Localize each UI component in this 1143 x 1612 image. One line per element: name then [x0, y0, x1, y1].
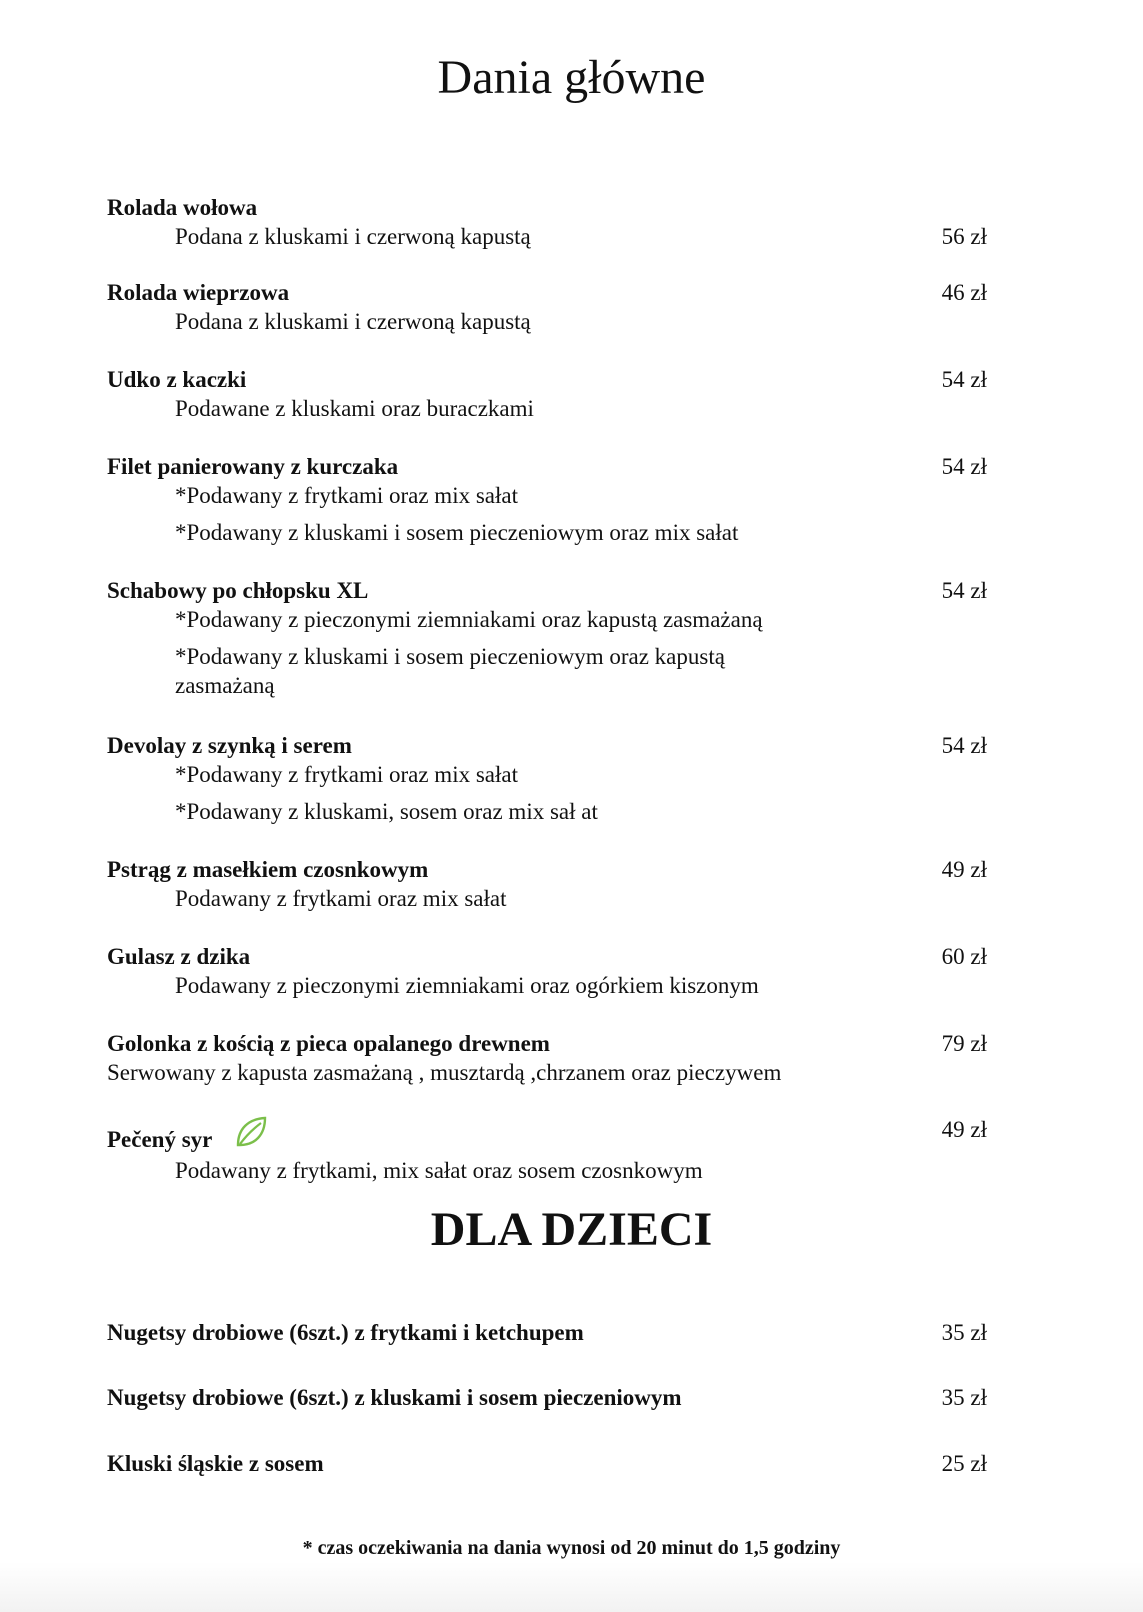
item-price: 54 zł — [941, 454, 987, 479]
kids-menu-item — [107, 1383, 987, 1412]
item-description: *Podawany z kluskami i sosem pieczeniowym oraz kapustą zasmażaną — [175, 644, 725, 698]
item-description: Podawany z pieczonymi ziemniakami oraz ogórkiem kiszonym — [175, 973, 759, 998]
item-name: Devolay z szynką i serem — [107, 733, 352, 758]
item-name: Nugetsy drobiowe (6szt.) z frytkami i ketchupem — [107, 1320, 584, 1345]
item-price: 49 zł — [941, 857, 987, 882]
item-price: 56 zł — [941, 224, 987, 249]
menu-item — [107, 365, 987, 423]
menu-item — [107, 452, 987, 547]
item-price: 79 zł — [941, 1031, 987, 1056]
item-name: Schabowy po chłopsku XL — [107, 578, 369, 603]
menu-item — [107, 278, 987, 336]
kids-menu-item — [107, 1449, 987, 1478]
item-description: Podawany z frytkami oraz mix sałat — [175, 886, 507, 911]
item-price: 54 zł — [941, 578, 987, 603]
item-description: *Podawany z frytkami oraz mix sałat — [175, 483, 518, 508]
item-name: Udko z kaczki — [107, 367, 247, 392]
page-title: Dania główne — [437, 51, 706, 104]
item-name: Nugetsy drobiowe (6szt.) z kluskami i sosem pieczeniowym — [107, 1385, 682, 1410]
kids-menu-item — [107, 1318, 987, 1347]
menu-item — [107, 855, 987, 913]
item-price: 54 zł — [941, 733, 987, 758]
menu-item — [107, 942, 987, 1000]
item-price: 46 zł — [941, 280, 987, 305]
item-name: Gulasz z dzika — [107, 944, 251, 969]
menu-item — [107, 1115, 987, 1185]
page-bottom-shade — [0, 1562, 1143, 1612]
item-description: Podawany z frytkami, mix sałat oraz sosem czosnkowym — [175, 1158, 703, 1183]
menu-item — [107, 731, 987, 826]
item-description: *Podawany z frytkami oraz mix sałat — [175, 762, 518, 787]
item-name: Golonka z kością z pieca opalanego drewnem — [107, 1031, 550, 1056]
item-description: Serwowany z kapusta zasmażaną , musztardą ,chrzanem oraz pieczywem — [107, 1060, 782, 1085]
item-name: Kluski śląskie z sosem — [107, 1451, 324, 1476]
waiting-time-note: * czas oczekiwania na dania wynosi od 20 minut do 1,5 godziny — [302, 1537, 841, 1559]
item-name: Pstrąg z masełkiem czosnkowym — [107, 857, 429, 882]
kids-section-title: DLA DZIECI — [430, 1203, 713, 1256]
item-price: 49 zł — [941, 1117, 987, 1142]
item-name: Filet panierowany z kurczaka — [107, 454, 399, 479]
item-price: 25 zł — [941, 1451, 987, 1476]
item-description: Podawane z kluskami oraz buraczkami — [175, 396, 534, 421]
item-description: Podana z kluskami i czerwoną kapustą — [175, 224, 531, 249]
item-price: 54 zł — [941, 367, 987, 392]
item-name: Pečený syr — [107, 1127, 212, 1152]
item-price: 60 zł — [941, 944, 987, 969]
menu-item — [107, 576, 987, 700]
item-description: *Podawany z kluskami, sosem oraz mix sał at — [175, 799, 598, 824]
item-name: Rolada wieprzowa — [107, 280, 290, 305]
item-name: Rolada wołowa — [107, 195, 258, 220]
item-price: 35 zł — [941, 1320, 987, 1345]
menu-item — [107, 1029, 987, 1087]
menu-item — [107, 193, 987, 251]
leaf-icon — [234, 1115, 268, 1156]
item-description: *Podawany z kluskami i sosem pieczeniowym oraz mix sałat — [175, 520, 739, 545]
item-price: 35 zł — [941, 1385, 987, 1410]
item-name-row — [107, 1115, 987, 1156]
item-description: *Podawany z pieczonymi ziemniakami oraz kapustą zasmażaną — [175, 607, 763, 632]
item-description: Podana z kluskami i czerwoną kapustą — [175, 309, 531, 334]
